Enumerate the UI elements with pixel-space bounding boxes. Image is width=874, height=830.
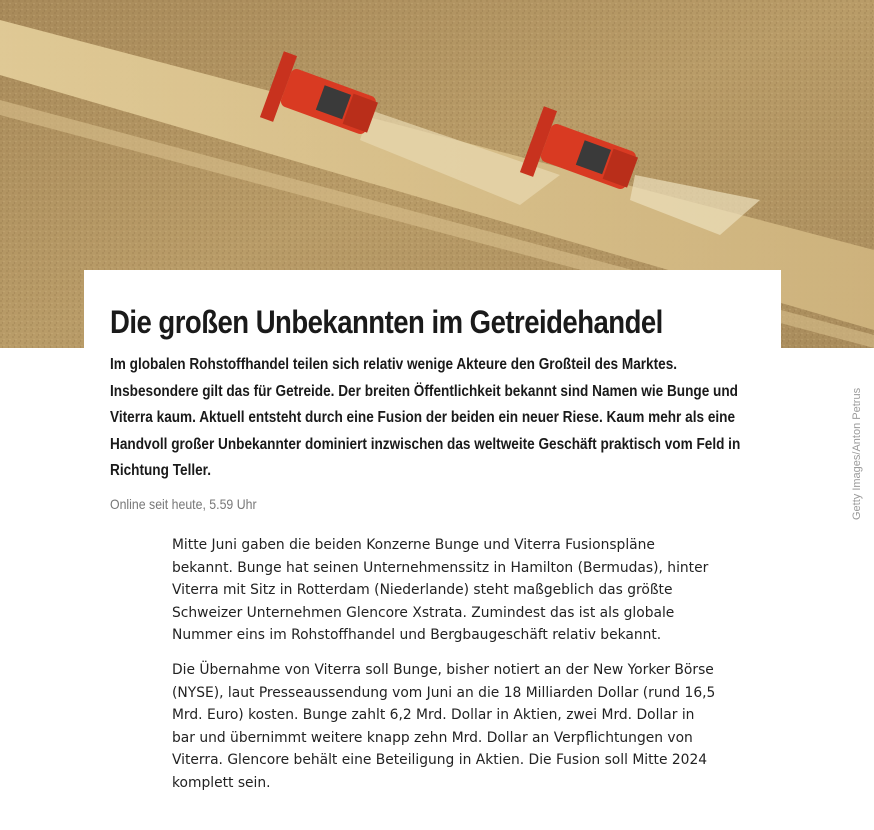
article-paragraph: Mitte Juni gaben die beiden Konzerne Bunge und Viterra Fusionspläne bekannt. Bunge hat seinen Unternehmenssitz in Hamilton (Bermudas), hinter Viterra mit Sitz in Rotterdam (Niederlande) steht maßgeblich das größte Schweizer Unternehmen Glencore Xstrata. Zumindest das ist als globale Nummer eins im Rohstoffhandel und Bergbaugeschäft relativ bekannt. (172, 537, 709, 644)
article-headline: Die großen Unbekannten im Getreidehandel (110, 304, 663, 340)
article-lead: Im globalen Rohstoffhandel teilen sich relativ wenige Akteure den Großteil des Marktes. Insbesondere gilt das für Getreide. Der breiten Öffentlichkeit bekannt sind Namen wie Bunge und Viterra kaum. Aktuell entsteht durch eine Fusion der beiden ein neuer Riese. Kaum mehr als eine Handvoll großer Unbekannter dominiert inzwischen das weltweite Geschäft praktisch vom Feld in Richtung Teller. (110, 356, 741, 479)
image-credit: Getty Images/Anton Petrus (851, 387, 863, 520)
article-timestamp: Online seit heute, 5.59 Uhr (110, 496, 257, 512)
article-body (172, 534, 718, 807)
article-paragraph: Die Übernahme von Viterra soll Bunge, bisher notiert an der New Yorker Börse (NYSE), laut Presseaussendung vom Juni an die 18 Milliarden Dollar (rund 16,5 Mrd. Euro) kosten. Bunge zahlt 6,2 Mrd. Dollar in Aktien, zwei Mrd. Dollar in bar und übernimmt weitere knapp zehn Mrd. Dollar an Verpflichtungen von Viterra. Glencore behält eine Beteiligung in Aktien. Die Fusion soll Mitte 2024 komplett sein. (172, 661, 716, 791)
